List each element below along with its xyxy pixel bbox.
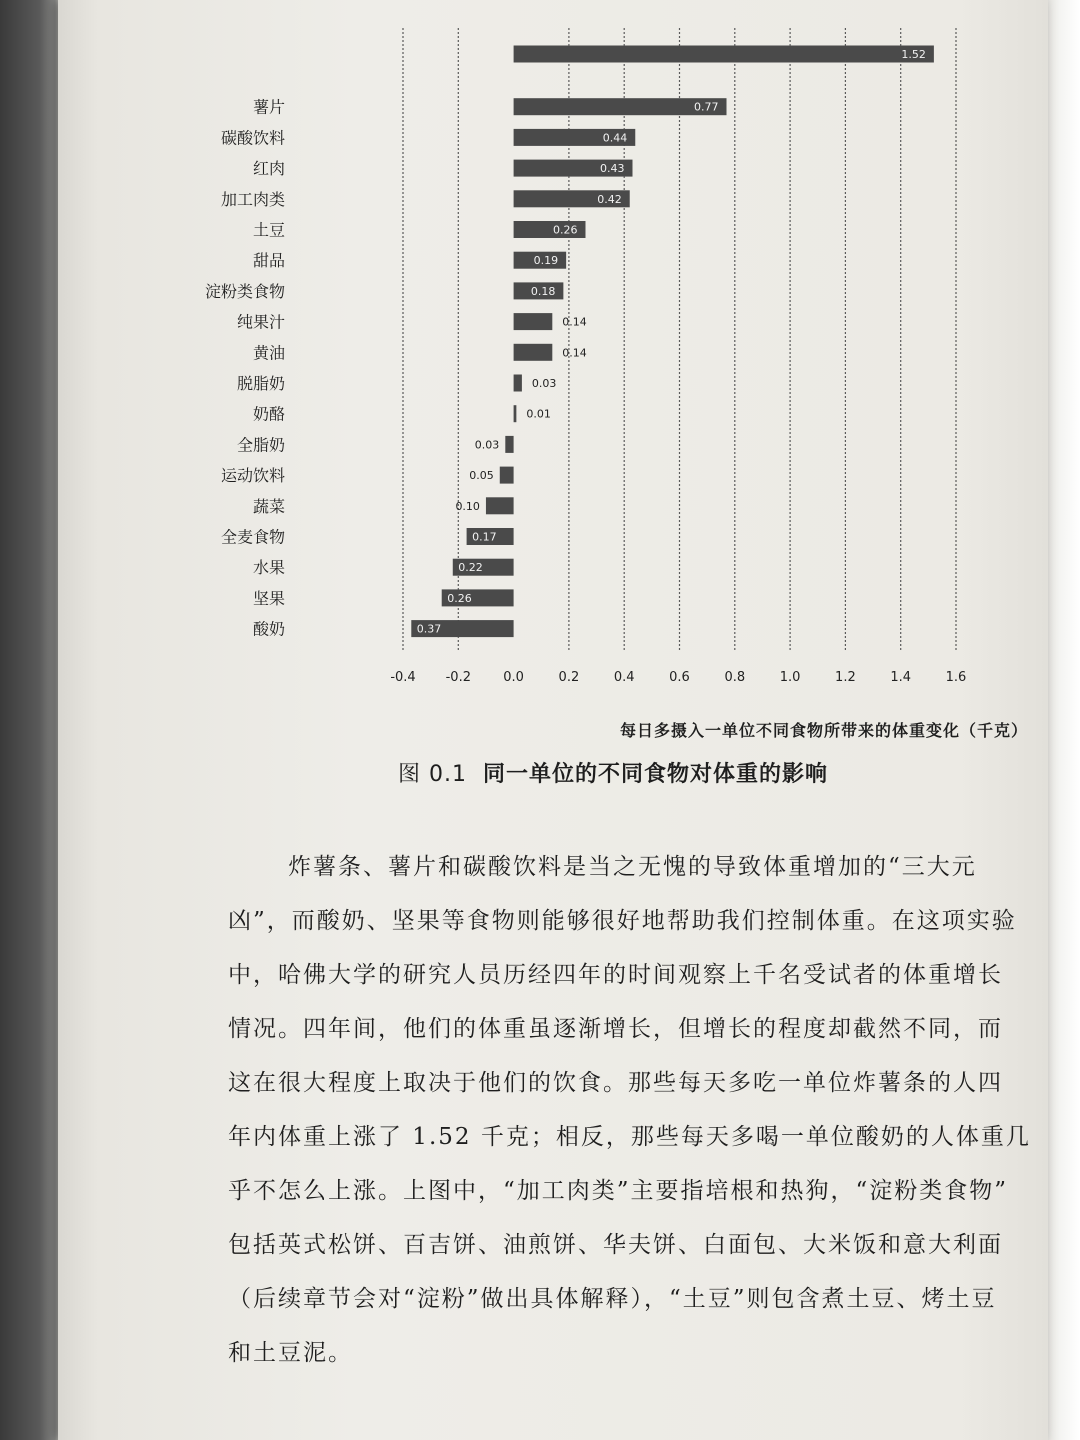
- bar: [500, 467, 514, 484]
- bar-value-label: 0.44: [602, 131, 628, 145]
- x-tick-label: -0.4: [390, 670, 416, 685]
- bar: [514, 405, 517, 422]
- book-page: [58, 0, 1048, 1440]
- x-tick-label: 1.6: [945, 670, 967, 685]
- bar-value-label: 0.03: [531, 377, 557, 390]
- x-tick-label: 1.0: [779, 670, 801, 685]
- figure-caption: [398, 757, 828, 788]
- x-tick-label: -0.2: [445, 670, 471, 685]
- bar-value-label: 0.19: [533, 254, 559, 268]
- paragraph-line: 这在很大程度上取决于他们的饮食。那些每天多吃一单位炸薯条的人四: [228, 1070, 1003, 1096]
- bar-value-label: 0.14: [562, 315, 587, 329]
- bar: [514, 313, 553, 330]
- x-tick-label: 1.2: [835, 670, 856, 685]
- category-label: 全麦食物: [220, 527, 285, 547]
- figure-title: 同一单位的不同食物对体重的影响: [482, 762, 828, 787]
- paragraph-line: 年内体重上涨了 1.52 千克；相反，那些每天多喝一单位酸奶的人体重几: [228, 1124, 1031, 1150]
- bar: [514, 375, 522, 392]
- bar-value-label: 0.77: [694, 100, 719, 114]
- bar-value-label: 0.17: [472, 530, 497, 544]
- paragraph-line: （后续章节会对“淀粉”做出具体解释），“土豆”则包含煮土豆、烤土豆: [228, 1286, 997, 1312]
- bar-value-label: 0.10: [455, 499, 480, 513]
- category-label: 红肉: [252, 159, 285, 179]
- category-label: 酸奶: [252, 619, 285, 639]
- bar: [514, 344, 553, 361]
- bar-value-label: 0.43: [599, 162, 625, 176]
- bar-value-label: 0.42: [597, 192, 622, 206]
- x-tick-label: 0.2: [558, 670, 580, 685]
- bar-value-label: 0.37: [416, 622, 442, 636]
- bar: [505, 436, 513, 453]
- category-label: 全脂奶: [236, 435, 285, 455]
- category-label: 运动饮料: [220, 466, 285, 486]
- paragraph-line: 和土豆泥。: [228, 1340, 353, 1366]
- paragraph-line: 炸薯条、薯片和碳酸饮料是当之无愧的导致体重增加的“三大元: [288, 854, 977, 880]
- x-tick-label: 0.6: [669, 670, 690, 685]
- paragraph-line: 凶”，而酸奶、坚果等食物则能够很好地帮助我们控制体重。在这项实验: [228, 908, 1017, 934]
- bar-value-label: 0.22: [458, 561, 483, 575]
- bar-chart: [58, 0, 1048, 700]
- bar-value-label: 0.05: [469, 469, 494, 483]
- paragraph-line: 乎不怎么上涨。上图中，“加工肉类”主要指培根和热狗，“淀粉类食物”: [228, 1178, 1009, 1204]
- bar: [486, 497, 514, 514]
- category-label: 加工肉类: [220, 189, 285, 209]
- x-tick-label: 1.4: [890, 670, 912, 685]
- figure-number: 图 0.1: [398, 762, 467, 787]
- body-paragraph: [228, 840, 1031, 1380]
- bar-value-label: 0.01: [526, 407, 551, 421]
- category-label: 蔬菜: [252, 496, 285, 516]
- x-axis-title: 每日多摄入一单位不同食物所带来的体重变化（千克）: [619, 721, 1028, 740]
- bar: [514, 46, 934, 63]
- category-label: 碳酸饮料: [220, 128, 285, 148]
- paragraph-line: 情况。四年间，他们的体重虽逐渐增长，但增长的程度却截然不同，而: [228, 1016, 1003, 1042]
- category-label: 纯果汁: [236, 312, 285, 332]
- category-label: 甜品: [252, 251, 285, 271]
- bar-value-label: 1.52: [901, 48, 926, 61]
- category-label: 坚果: [252, 588, 285, 608]
- x-tick-label: 0.8: [724, 670, 746, 685]
- x-tick-label: 0.4: [613, 670, 635, 685]
- category-label: 淀粉类食物: [204, 281, 285, 301]
- category-label: 土豆: [252, 220, 285, 240]
- bar-value-label: 0.18: [530, 284, 556, 298]
- paragraph-line: 中，哈佛大学的研究人员历经四年的时间观察上千名受试者的体重增长: [228, 962, 1003, 988]
- bar-value-label: 0.26: [447, 591, 472, 605]
- bar-value-label: 0.26: [552, 223, 578, 237]
- category-label: 奶酪: [252, 404, 285, 424]
- category-label: 黄油: [252, 343, 285, 363]
- category-label: 薯片: [252, 97, 285, 117]
- bar-value-label: 0.03: [474, 438, 500, 452]
- category-label: 脱脂奶: [236, 374, 285, 393]
- bar-value-label: 0.14: [562, 346, 587, 360]
- x-tick-label: 0.0: [503, 670, 524, 685]
- paragraph-line: 包括英式松饼、百吉饼、油煎饼、华夫饼、白面包、大米饭和意大利面: [228, 1232, 1003, 1258]
- category-label: 水果: [252, 558, 285, 578]
